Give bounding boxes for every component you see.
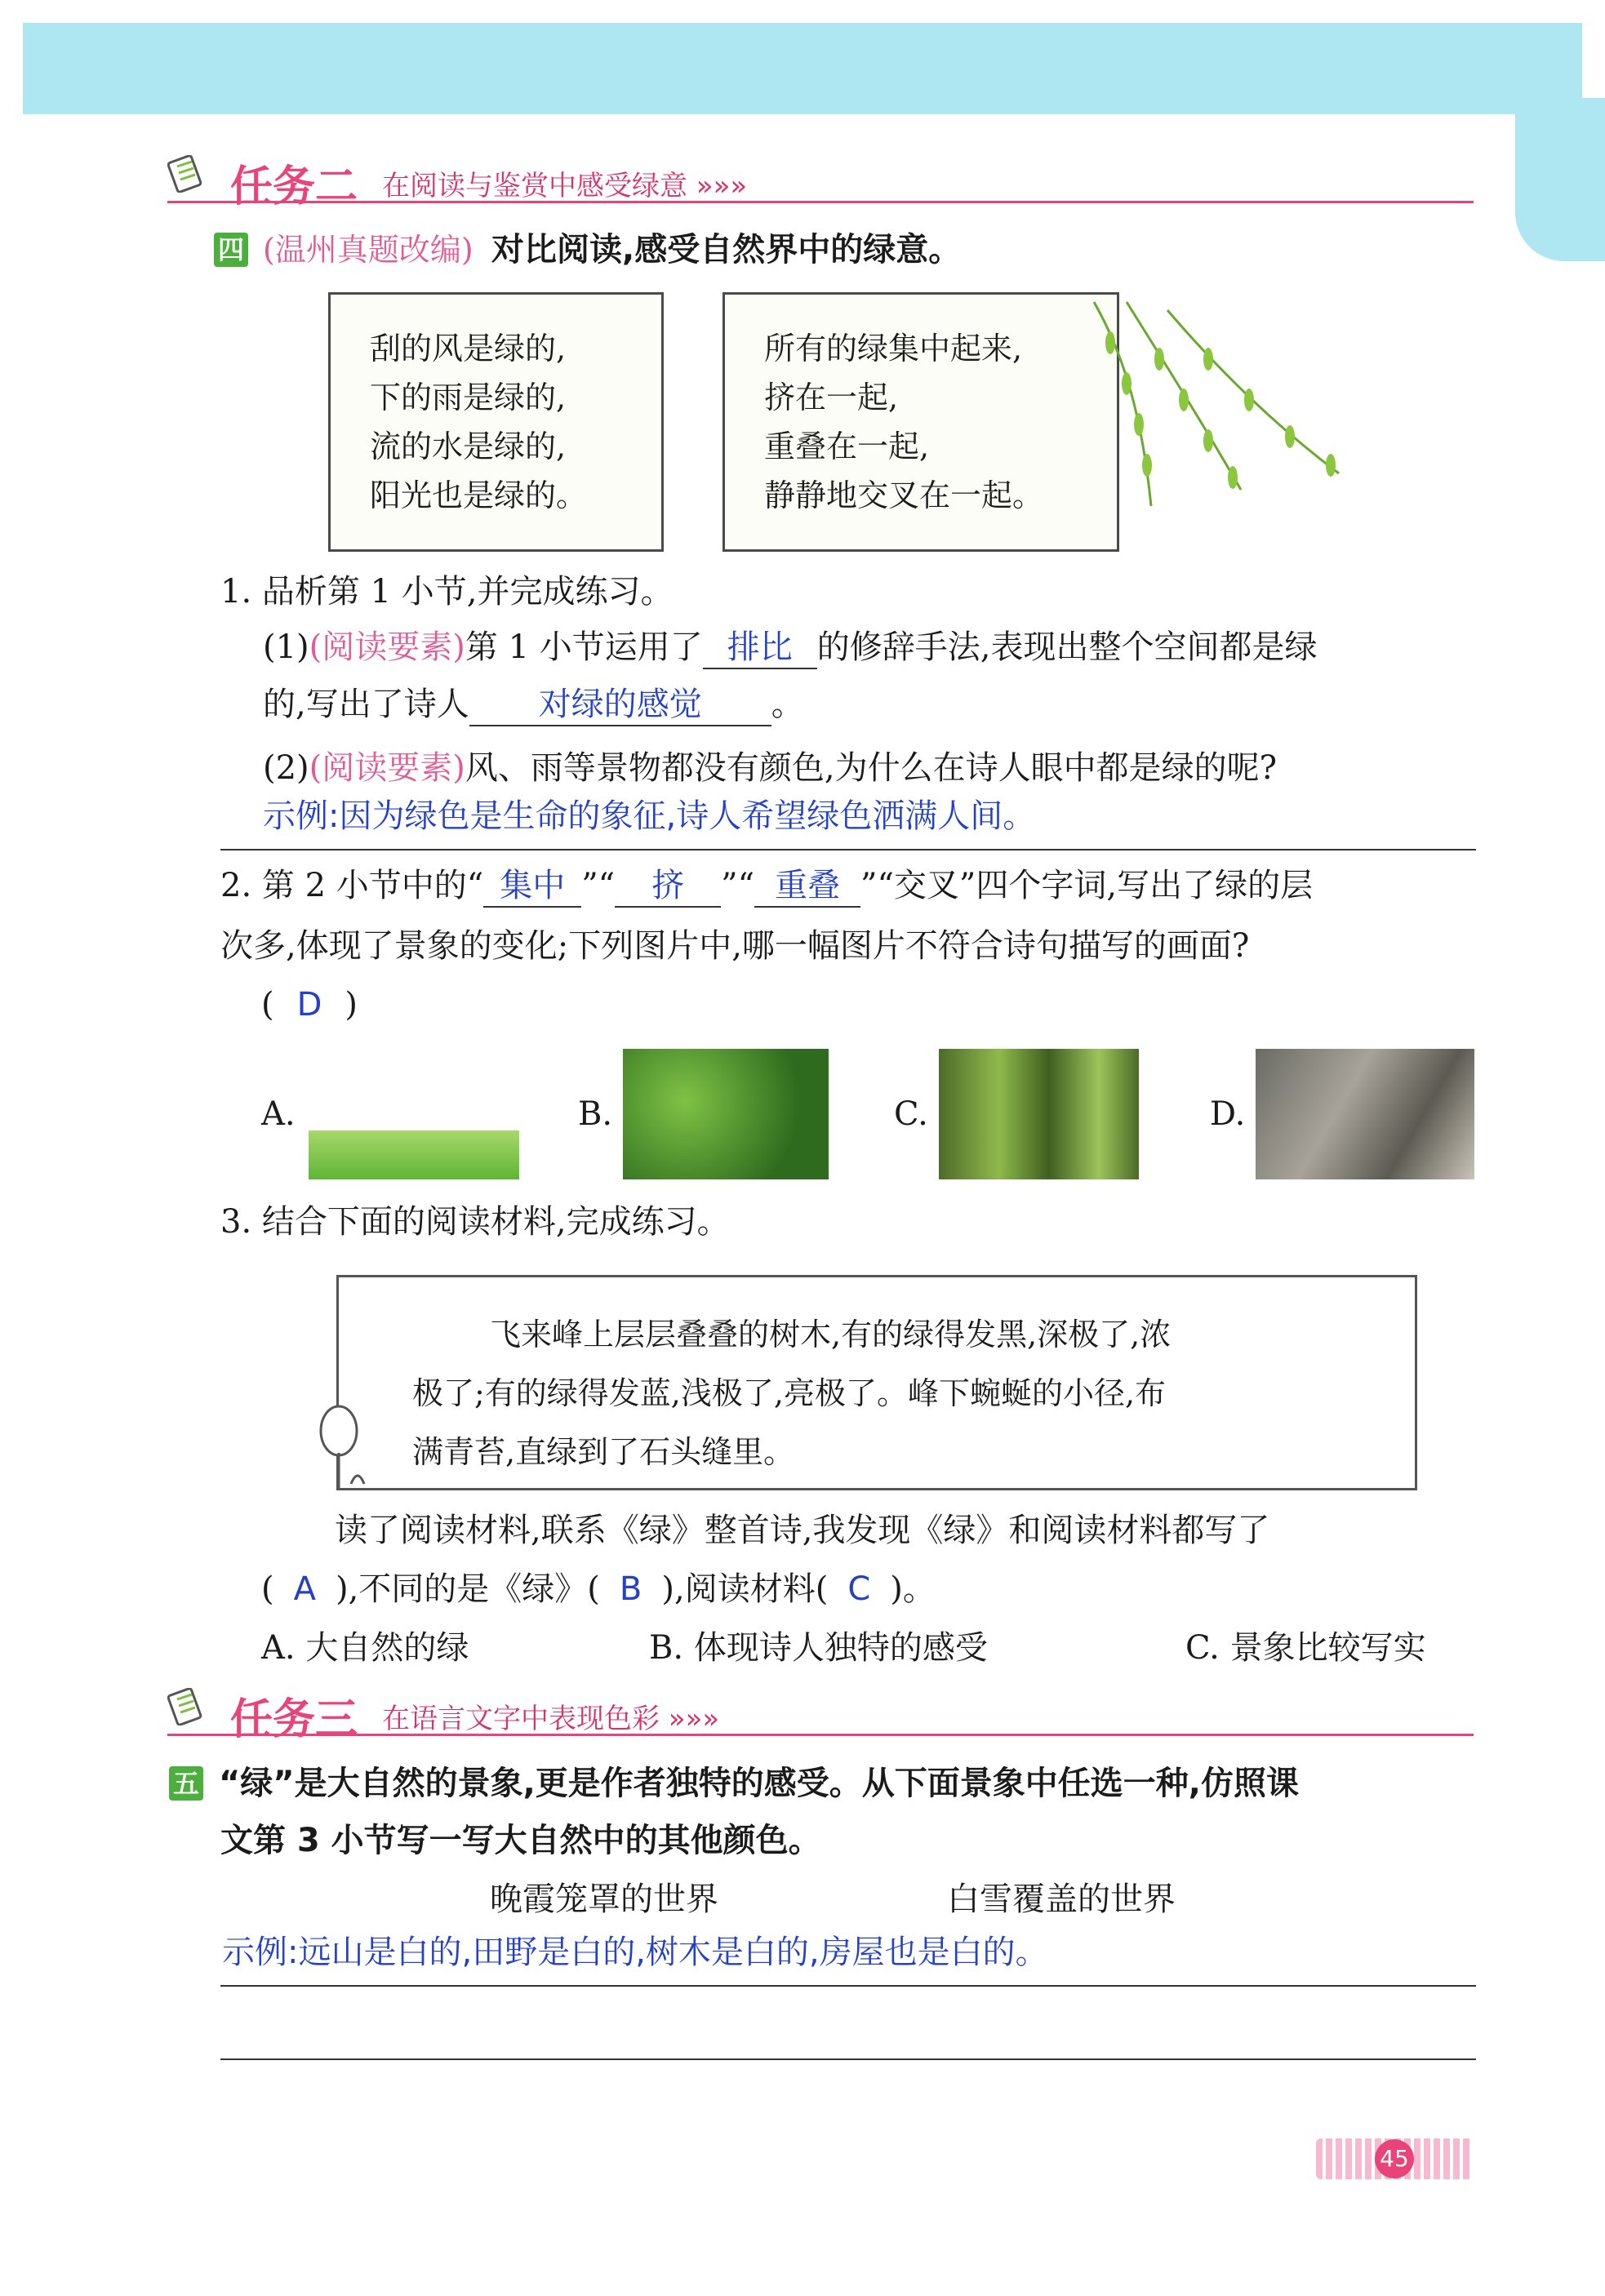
cloud-decoration (1515, 98, 1605, 261)
q3-line2 (261, 1569, 936, 1610)
poem1-line: 刮的风是绿的, (370, 331, 567, 366)
option-b-label: B. (578, 1095, 613, 1133)
q2-line1 (220, 865, 1313, 908)
material-line: 极了;有的绿得发蓝,浅极了,亮极了。峰下蜿蜒的小径,布 (412, 1375, 1167, 1411)
section4-source: (温州真题改编) (263, 232, 473, 268)
task3-underline (167, 1734, 1474, 1736)
scene-option-2: 白雪覆盖的世界 (947, 1881, 1176, 1918)
poem1-line: 流的水是绿的, (370, 429, 567, 464)
poem-box-2 (722, 292, 1119, 552)
q3-s2: ),不同的是《绿》( (335, 1570, 600, 1608)
reading-material-box (336, 1275, 1417, 1490)
willow-branch-illustration (1078, 294, 1388, 539)
q2-line2: 次多,体现了景象的变化;下列图片中,哪一幅图片不符合诗句描写的画面? (220, 927, 1250, 965)
poem1-line: 阳光也是绿的。 (370, 477, 588, 513)
q1-p1-num: (1) (263, 628, 309, 666)
poem2-line: 静静地交叉在一起。 (764, 477, 1044, 513)
rock-moss-image (1256, 1049, 1474, 1179)
material-line: 飞来峰上层层叠叠的树木,有的绿得发黑,深极了,浓 (490, 1317, 1172, 1352)
notebook-icon (167, 1688, 205, 1725)
task2-subtitle: 在阅读与鉴赏中感受绿意 »»» (382, 170, 748, 202)
q1-p1-tag: (阅读要素) (309, 628, 465, 666)
q3-label: 3. 结合下面的阅读材料,完成练习。 (220, 1203, 730, 1241)
page-number: 45 (1375, 2139, 1414, 2178)
section5-answer: 示例:远山是白的,田野是白的,树木是白的,房屋也是白的。 (222, 1934, 1048, 1971)
poem2-line: 挤在一起, (764, 380, 899, 415)
q1-p1-text: 第 1 小节运用了 (465, 628, 703, 666)
leaves-image (623, 1049, 829, 1179)
q1-part2 (263, 748, 1277, 788)
section5-line2: 文第 3 小节写一写大自然中的其他颜色。 (220, 1822, 821, 1859)
poem-box-1 (328, 292, 664, 552)
option-a-label: A. (261, 1095, 296, 1133)
q3-choice-a: A. 大自然的绿 (261, 1629, 469, 1667)
notebook-icon (167, 155, 205, 193)
q2-paren-open: ( (261, 986, 274, 1024)
answer-line (220, 2058, 1476, 2060)
q1-p1-end: 。 (771, 686, 804, 723)
section5-line1: “绿”是大自然的景象,更是作者独特的感受。从下面景象中任选一种,仿照课 (219, 1765, 1299, 1802)
q1-p2-answer: 示例:因为绿色是生命的象征,诗人希望绿色洒满人间。 (263, 797, 1036, 835)
q1-p2-tag: (阅读要素) (309, 749, 465, 787)
q1-p2-num: (2) (263, 749, 309, 787)
q2-answer-3: 重叠 (754, 865, 860, 908)
q1-p1-text2: 的修辞手法,表现出整个空间都是绿 (816, 628, 1318, 666)
option-d-label: D. (1210, 1095, 1246, 1133)
poem1-line: 下的雨是绿的, (370, 380, 567, 415)
task2-underline (167, 201, 1474, 203)
answer-line (220, 849, 1476, 850)
section4-badge: 四 (214, 233, 248, 267)
q3-s4: )。 (890, 1570, 936, 1608)
q2-text-c: ”“ (721, 867, 755, 904)
q2-answer: D (296, 986, 322, 1024)
task2-title: 任务二 (230, 162, 358, 211)
q2-text-b: ”“ (581, 867, 616, 904)
q3-choice-b: B. 体现诗人独特的感受 (649, 1629, 988, 1667)
scene-option-1: 晚霞笼罩的世界 (490, 1881, 718, 1918)
q3-s1: ( (261, 1570, 274, 1608)
option-c-label: C. (894, 1095, 928, 1133)
q2-answer-1: 集中 (483, 865, 581, 908)
q1-p1-text3: 的,写出了诗人 (263, 686, 469, 723)
q1-answer-1: 排比 (703, 627, 817, 669)
tree-illustration (314, 1402, 371, 1492)
task3-subtitle: 在语言文字中表现色彩 »»» (382, 1703, 720, 1735)
grass-image (309, 1130, 519, 1179)
q2-answer-2: 挤 (615, 865, 721, 908)
forest-image (939, 1049, 1139, 1179)
material-line: 满青苔,直绿到了石头缝里。 (412, 1434, 795, 1470)
q3-s3: ),阅读材料( (661, 1570, 829, 1608)
q3-line1: 读了阅读材料,联系《绿》整首诗,我发现《绿》和阅读材料都写了 (335, 1512, 1270, 1549)
q3-answer-b: B (619, 1570, 642, 1608)
q1-part1-line2 (263, 684, 804, 726)
task3-title: 任务三 (230, 1695, 358, 1744)
q3-answer-a: A (293, 1570, 316, 1608)
section4-instruction: 对比阅读,感受自然界中的绿意。 (491, 231, 962, 269)
q2-paren-close: ) (345, 986, 358, 1024)
q1-answer-2: 对绿的感觉 (469, 684, 771, 726)
poem2-line: 重叠在一起, (764, 429, 930, 464)
top-banner (23, 23, 1582, 114)
q2-answer-paren (261, 984, 358, 1025)
q3-answer-c: C (847, 1570, 871, 1608)
q2-text-d: ”“交叉”四个字词,写出了绿的层 (860, 867, 1314, 904)
q1-label: 1. 品析第 1 小节,并完成练习。 (220, 573, 674, 611)
q1-part1-line1 (263, 627, 1318, 669)
q1-p2-text: 风、雨等景物都没有颜色,为什么在诗人眼中都是绿的呢? (465, 749, 1278, 787)
q3-choice-c: C. 景象比较写实 (1185, 1629, 1426, 1667)
poem2-line: 所有的绿集中起来, (764, 331, 1023, 366)
answer-line (220, 1985, 1476, 1987)
q2-text-a: 2. 第 2 小节中的“ (220, 867, 484, 904)
section5-badge: 五 (169, 1766, 203, 1801)
